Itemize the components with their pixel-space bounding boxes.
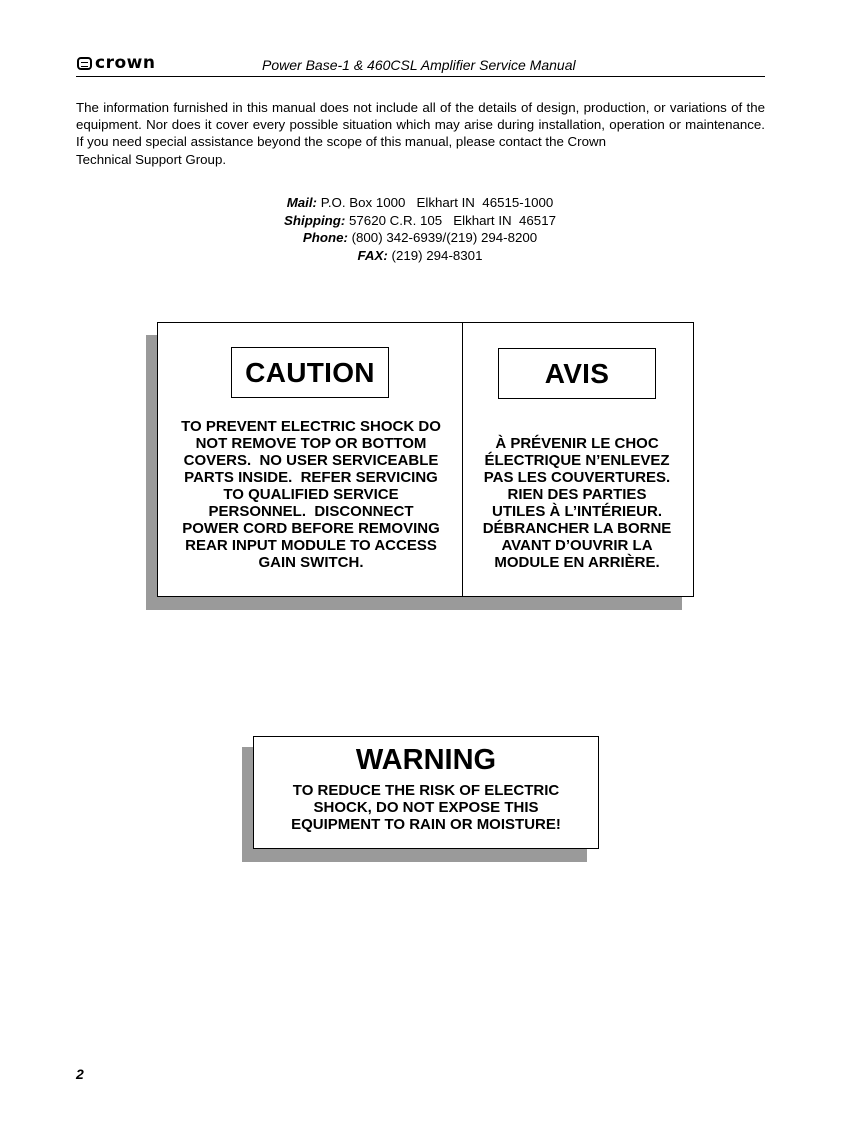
caution-line: COVERS. NO USER SERVICEABLE — [183, 452, 439, 469]
page-number: 2 — [76, 1066, 84, 1082]
warning-line: SHOCK, DO NOT EXPOSE THIS — [313, 799, 539, 816]
avis-line: AVANT D’OUVRIR LA — [501, 537, 653, 554]
fax-line — [200, 247, 640, 265]
crown-logo-icon — [77, 57, 92, 70]
contact-block — [200, 194, 640, 264]
mail-value: P.O. Box 1000 Elkhart IN 46515-1000 — [320, 195, 554, 210]
mail-line — [200, 194, 640, 212]
intro-last-line: Technical Support Group. — [76, 151, 227, 167]
brand-name: crown — [95, 53, 156, 73]
crown-logo — [77, 55, 155, 72]
caution-line: POWER CORD BEFORE REMOVING — [182, 520, 440, 537]
avis-text — [466, 435, 688, 571]
shipping-line — [200, 212, 640, 230]
caution-text — [166, 418, 456, 571]
avis-title: AVIS — [498, 348, 656, 399]
avis-line: RIEN DES PARTIES — [507, 486, 647, 503]
phone-line — [200, 229, 640, 247]
caution-title: CAUTION — [231, 347, 389, 398]
avis-line: PAS LES COUVERTURES. — [483, 469, 671, 486]
caution-panel-divider — [462, 322, 463, 597]
caution-line: REAR INPUT MODULE TO ACCESS — [185, 537, 437, 554]
avis-line: À PRÉVENIR LE CHOC — [495, 435, 659, 452]
caution-line: PERSONNEL. DISCONNECT — [208, 503, 414, 520]
warning-text — [253, 782, 599, 833]
avis-line: MODULE EN ARRIÈRE. — [494, 554, 660, 571]
avis-line: ÉLECTRIQUE N’ENLEVEZ — [484, 452, 670, 469]
warning-line: TO REDUCE THE RISK OF ELECTRIC — [292, 782, 560, 799]
caution-line: TO PREVENT ELECTRIC SHOCK DO — [181, 418, 441, 435]
shipping-label: Shipping: — [284, 212, 346, 228]
mail-label: Mail: — [286, 195, 317, 210]
avis-line: DÉBRANCHER LA BORNE — [482, 520, 672, 537]
caution-line: PARTS INSIDE. REFER SERVICING — [184, 469, 438, 486]
caution-line: GAIN SWITCH. — [258, 554, 364, 571]
shipping-value: 57620 C.R. 105 Elkhart IN 46517 — [349, 212, 556, 228]
phone-label: Phone: — [302, 230, 348, 245]
intro-body: The information furnished in this manual does not include all of the details of design, production, or variations of the equipment. Nor does it cover every possible situation which may arise during installation, operation or maintenance. If you need special assistance beyond the scope of this manual, please contact the Crown — [76, 100, 765, 150]
avis-line: UTILES À L’INTÉRIEUR. — [491, 503, 662, 520]
header-rule — [76, 76, 765, 77]
fax-value: (219) 294-8301 — [391, 247, 483, 263]
caution-line: NOT REMOVE TOP OR BOTTOM — [195, 435, 427, 452]
phone-value: (800) 342-6939/(219) 294-8200 — [351, 230, 538, 245]
caution-line: TO QUALIFIED SERVICE — [223, 486, 399, 503]
warning-title: WARNING — [355, 744, 497, 776]
warning-line: EQUIPMENT TO RAIN OR MOISTURE! — [291, 816, 561, 833]
fax-label: FAX: — [357, 247, 388, 263]
intro-paragraph — [76, 99, 765, 168]
manual-title: Power Base-1 & 460CSL Amplifier Service Manual — [262, 57, 576, 73]
